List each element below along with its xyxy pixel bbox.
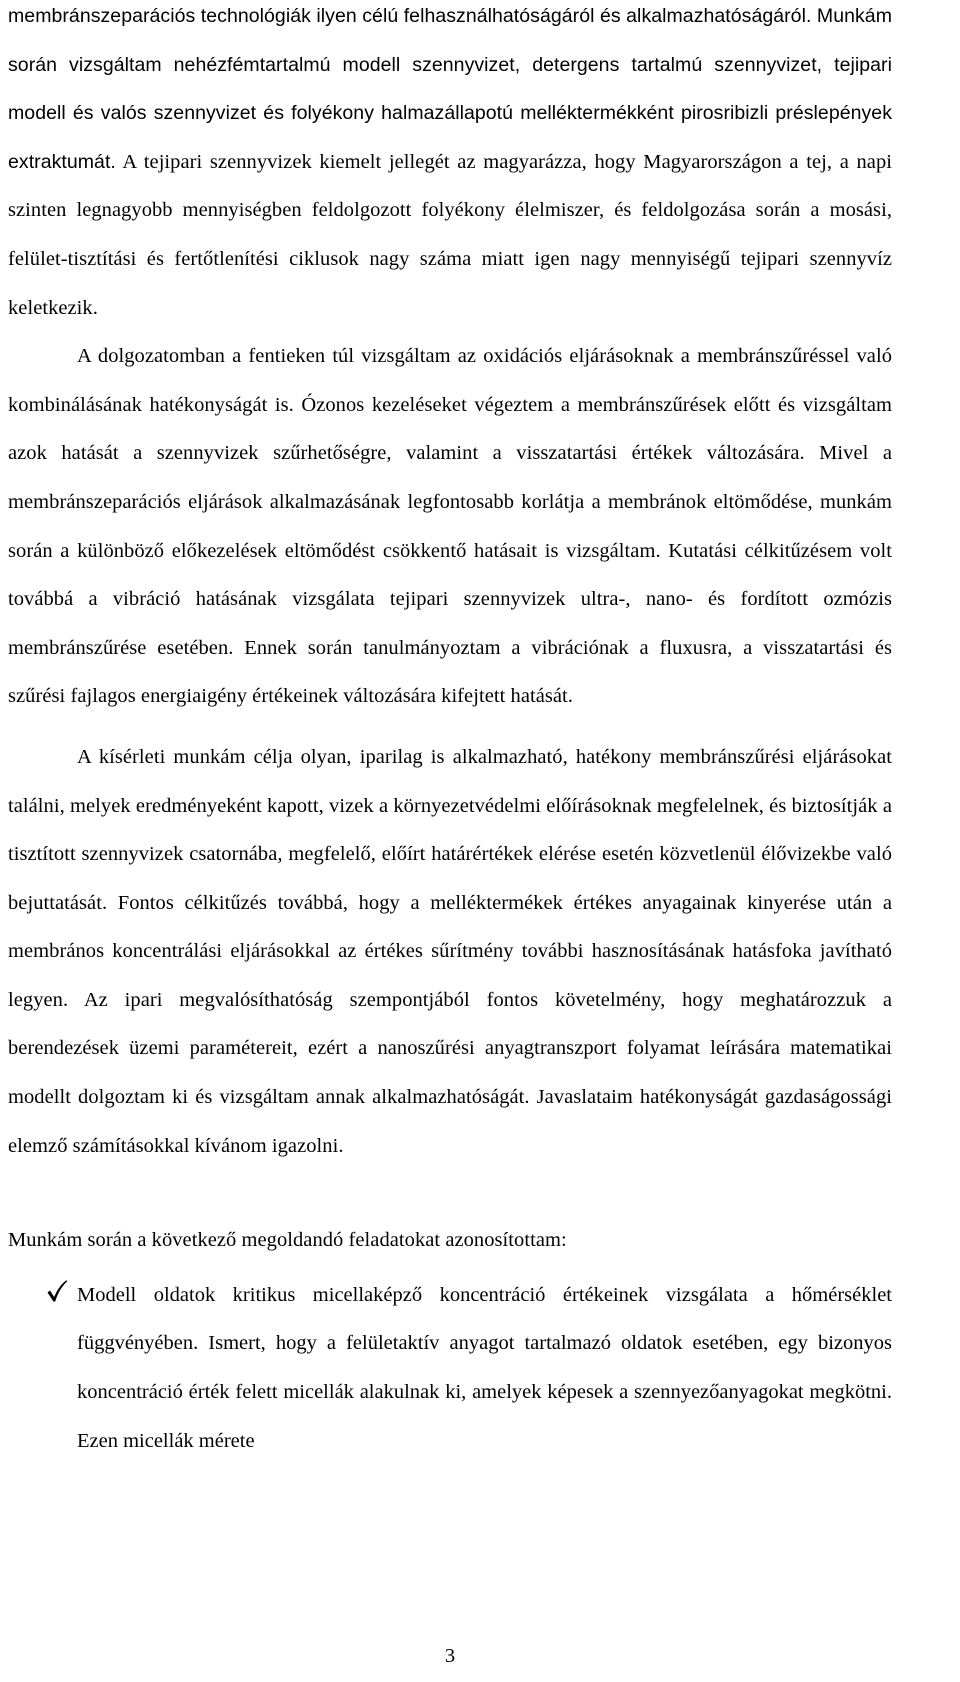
paragraph-goals: A kísérleti munkám célja olyan, iparilag is alkalmazható, hatékony membránszűrési eljárásokat találni, melyek eredményeként kapott, vizek a környezetvédelmi előírásoknak megfelelnek, és biztosítják a tisztított szennyvizek csatornába, megfelelő, előírt határértékek elérése esetén közvetlenül élővizekbe való bejuttatását. Fontos célkitűzés továbbá, hogy a melléktermékek értékes anyagainak kinyerése után a membrános koncentrálási eljárásokkal az értékes sűrítmény további hasznosításának hatásfoka javítható legyen. Az ipari megvalósíthatóság szempontjából fontos követelmény, hogy meghatározzuk a berendezések üzemi paramétereit, ezért a nanoszűrési anyagtranszport folyamat leírására matematikai modellt dolgoztam ki és vizsgáltam annak alkalmazhatóságát. Javaslataim hatékonyságát gazdaságossági elemző számításokkal kívánom igazolni. [8,745,892,1157]
paragraph-tasks-intro: Munkám során a következő megoldandó feladatokat azonosítottam: [8,1229,567,1252]
checkmark-icon [46,1279,68,1303]
paragraph-intro-sans-part: membránszeparációs technológiák ilyen célú felhasználhatóságáról és alkalmazhatóságáról. Munkám során vizsgáltam nehézfémtartalmú modell szennyvizet, detergens tartalmú szennyvizet, tejipari modell és valós szennyvizet és folyékony halmazállapotú melléktermékként pirosribizli préslepények extraktumát. [8,5,892,173]
task-checklist [8,1271,892,1465]
checklist-item [8,1271,892,1465]
paragraph-intro-serif-part: A tejipari szennyvizek kiemelt jellegét az magyarázza, hogy Magyarországon a tej, a napi szinten legnagyobb mennyiségben feldolgozott folyékony élelmiszer, és feldolgozása során a mosási, felület-tisztítási és fertőtlenítési ciklusok nagy száma miatt igen nagy mennyiségű tejipari szennyvíz keletkezik. [8,150,892,319]
checklist-item-text: Modell oldatok kritikus micellaképző koncentráció értékeinek vizsgálata a hőmérséklet függvényében. Ismert, hogy a felületaktív anyagot tartalmazó oldatok esetében, egy bizonyos koncentráció érték felett micellák alakulnak ki, amelyek képesek a szennyezőanyagokat megkötni. Ezen micellák mérete [77,1283,892,1452]
paragraph-intro [8,0,892,332]
document-page [8,0,892,1465]
paragraph-oxidation: A dolgozatomban a fentieken túl vizsgáltam az oxidációs eljárásoknak a membránszűréssel való kombinálásának hatékonyságát is. Ózonos kezeléseket végeztem a membránszűrések előtt és vizsgáltam azok hatását a szennyvizek szűrhetőségre, valamint a visszatartási értékek változására. Mivel a membránszeparációs eljárások alkalmazásának legfontosabb korlátja a membránok eltömődése, munkám során a különböző előkezelések eltömődést csökkentő hatásait is vizsgáltam. Kutatási célkitűzésem volt továbbá a vibráció hatásának vizsgálata tejipari szennyvizek ultra-, nano- és fordított ozmózis membránszűrése esetében. Ennek során tanulmányoztam a vibrációnak a fluxusra, a visszatartási és szűrési fajlagos energiaigény értékeinek változására kifejtett hatását. [8,345,892,708]
page-number: 3 [444,1645,456,1667]
